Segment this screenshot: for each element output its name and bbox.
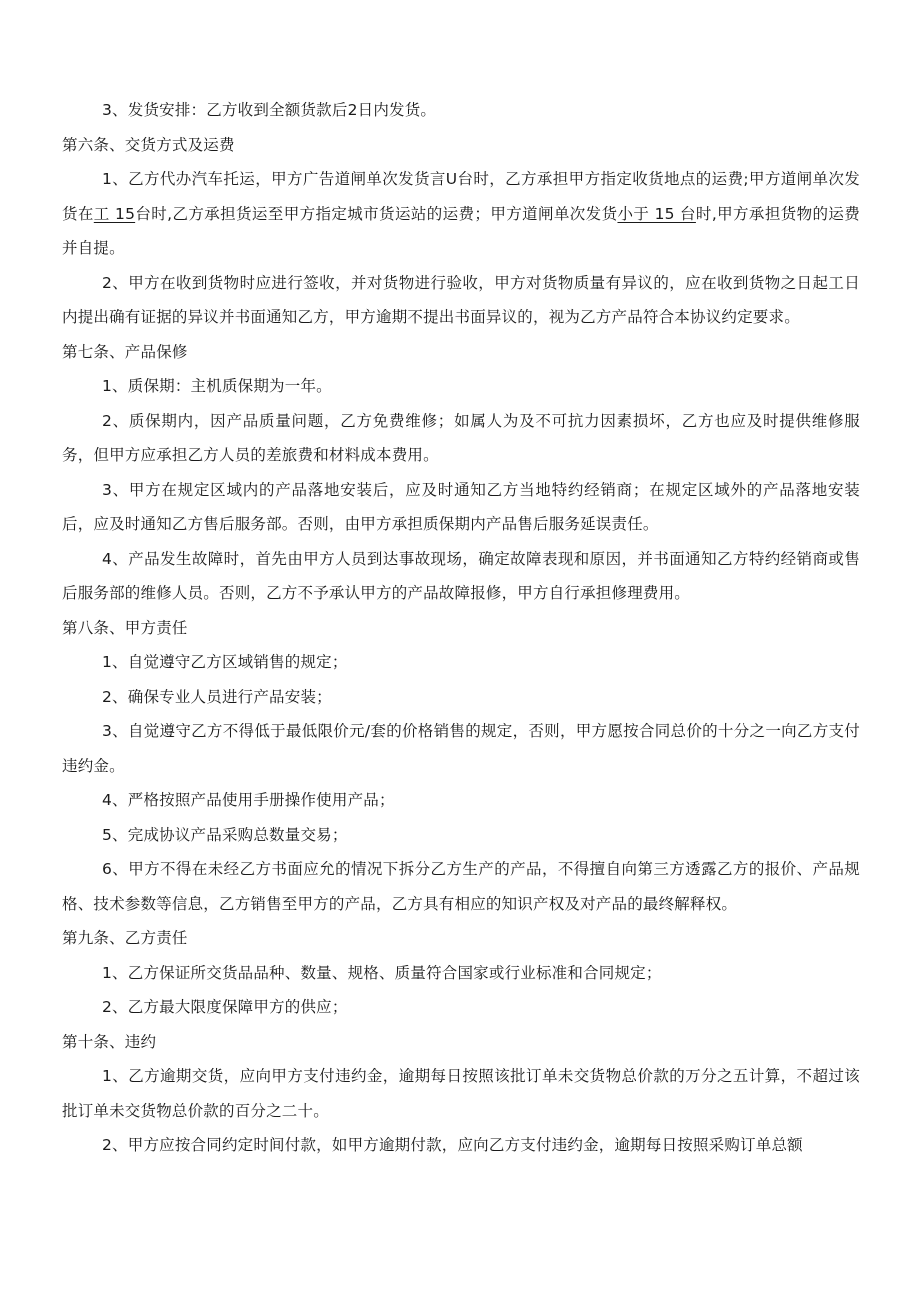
article-6-clause-1-underlined-quantity-1: 工 15: [93, 204, 136, 223]
article-10-title: 第十条、违约: [62, 1032, 157, 1051]
article-8-clause-4: 4、严格按照产品使用手册操作使用产品；: [102, 791, 395, 809]
article-9-clause-2: 2、乙方最大限度保障甲方的供应；: [102, 998, 348, 1016]
article-7-title: 第七条、产品保修: [62, 342, 188, 361]
article-10-clause-2: 2、甲方应按合同约定时间付款，如甲方逾期付款，应向乙方支付违约金，逾期每日按照采购订单总额: [102, 1136, 803, 1154]
article-8-title: 第八条、甲方责任: [62, 618, 188, 637]
article-8-clause-2: 2、确保专业人员进行产品安装；: [102, 687, 332, 706]
article-6-clause-1-text-a: 1、乙方代办汽车托运，甲方广告道闸单次发货言U台时，乙方承担甲方指定收货地点的运费;甲方道闸单次发货在: [62, 170, 860, 223]
article-7-clause-1: 1、质保期：主机质保期为一年。: [102, 377, 332, 395]
article-6-title: 第六条、交货方式及运费: [62, 135, 235, 154]
shipping-arrangement-paragraph: 3、发货安排：乙方收到全额货款后2日内发货。: [102, 101, 437, 119]
article-7-clause-2: 2、质保期内，因产品质量问题，乙方免费维修；如属人为及不可抗力因素损坏，乙方也应及时提供维修服务，但甲方应承担乙方人员的差旅费和材料成本费用。: [62, 411, 860, 464]
article-8-clause-1: 1、自觉遵守乙方区域销售的规定；: [102, 653, 348, 671]
article-8-clause-6: 6、甲方不得在未经乙方书面应允的情况下拆分乙方生产的产品，不得擅自向第三方透露乙方的报价、产品规格、技术参数等信息，乙方销售至甲方的产品，乙方具有相应的知识产权及对产品的最终解释权。: [62, 860, 860, 913]
article-9-title: 第九条、乙方责任: [62, 929, 188, 947]
article-6-clause-1-text-c: 时,甲方承担货物的运费并自提。: [62, 204, 860, 257]
article-6-clause-1: [62, 162, 860, 266]
article-6-clause-1-text-b: 台时,乙方承担货运至甲方指定城市货运站的运费；甲方道闸单次发货: [135, 204, 618, 223]
article-7-clause-3: 3、甲方在规定区域内的产品落地安装后，应及时通知乙方当地特约经销商；在规定区域外的产品落地安装后，应及时通知乙方售后服务部。否则，由甲方承担质保期内产品售后服务延误责任。: [62, 480, 860, 533]
article-8-clause-5: 5、完成协议产品采购总数量交易；: [102, 825, 348, 844]
article-6-clause-1-underlined-quantity-2: 小于 15 台: [617, 204, 696, 223]
article-9-clause-1: 1、乙方保证所交货品品种、数量、规格、质量符合国家或行业标准和合同规定；: [102, 963, 662, 982]
contract-page: [62, 93, 860, 1163]
article-10-clause-1: 1、乙方逾期交货，应向甲方支付违约金，逾期每日按照该批订单未交货物总价款的万分之五计算，不超过该批订单未交货物总价款的百分之二十。: [62, 1067, 860, 1120]
article-8-clause-3: 3、自觉遵守乙方不得低于最低限价元/套的价格销售的规定，否则，甲方愿按合同总价的十分之一向乙方支付违约金。: [62, 722, 860, 775]
article-7-clause-4: 4、产品发生故障时，首先由甲方人员到达事故现场，确定故障表现和原因，并书面通知乙方特约经销商或售后服务部的维修人员。否则，乙方不予承认甲方的产品故障报修，甲方自行承担修理费用。: [62, 549, 860, 602]
article-6-clause-2: 2、甲方在收到货物时应进行签收，并对货物进行验收，甲方对货物质量有异议的，应在收到货物之日起工日内提出确有证据的异议并书面通知乙方，甲方逾期不提出书面异议的，视为乙方产品符合本协议约定要求。: [62, 273, 860, 326]
